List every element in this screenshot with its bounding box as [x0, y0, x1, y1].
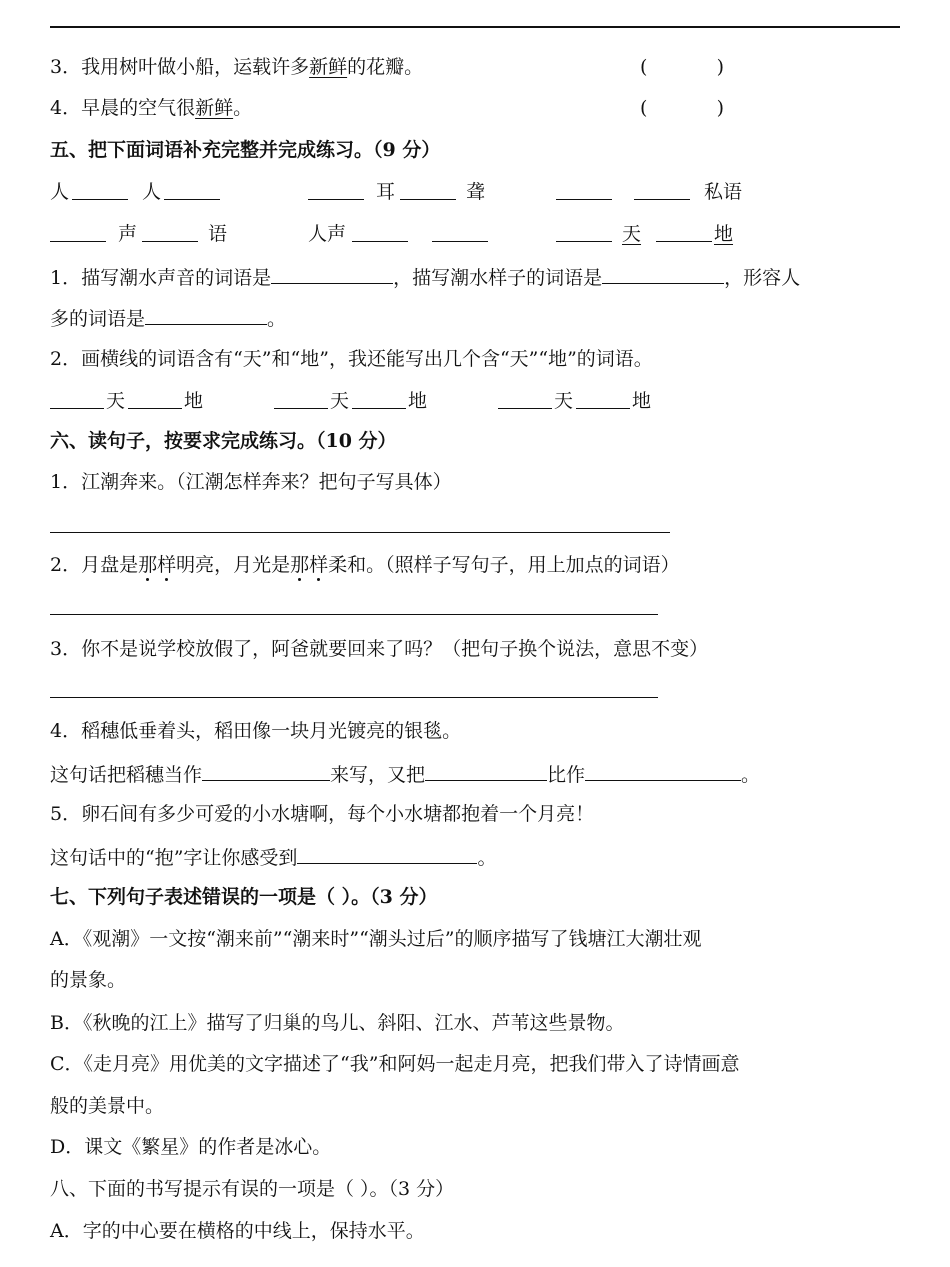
q1-text: 1．描写潮水声音的词语是	[50, 267, 272, 289]
option-a-cont: 的景象。	[50, 969, 127, 991]
section-5-title: 五、把下面词语补充完整并完成练习。（9 分）	[50, 139, 441, 161]
char-long: 聋	[466, 181, 486, 203]
blank[interactable]	[164, 179, 220, 200]
char-yu: 语	[208, 223, 228, 245]
option-a[interactable]: A．《观潮》一文按“潮来前”“潮来时”“潮头过后”的顺序描写了钱塘江大潮壮观	[50, 928, 702, 950]
s5-tiandi-row	[0, 388, 950, 414]
blank[interactable]	[271, 263, 393, 284]
word-siyu: 私语	[704, 181, 743, 203]
answer-line[interactable]	[50, 614, 658, 615]
dotted-char: 那	[138, 554, 158, 576]
q4-text: 这句话把稻穗当作	[50, 764, 203, 786]
blank[interactable]	[202, 760, 330, 781]
blank[interactable]	[556, 179, 612, 200]
q2-text: 柔和。（照样子写句子，用上加点的词语）	[328, 554, 680, 576]
option-c[interactable]: C．《走月亮》用优美的文字描述了“我”和阿妈一起走月亮，把我们带入了诗情画意	[50, 1053, 740, 1075]
section-8-title: 八、下面的书写提示有误的一项是（ ）。（3 分）	[50, 1178, 455, 1200]
s5-question-1-cont	[50, 304, 286, 332]
q4-text-end: 。	[233, 97, 253, 119]
char-di-underlined: 地	[714, 223, 734, 245]
q3-text-end: 的花瓣。	[347, 56, 424, 78]
blank[interactable]	[145, 304, 267, 325]
char-tian: 天	[554, 390, 574, 412]
open-paren: (	[640, 97, 648, 119]
char-tian-underlined: 天	[622, 223, 642, 245]
char-di: 地	[184, 390, 204, 412]
q4-text: 。	[741, 764, 761, 786]
q2-text: 2．月盘是	[50, 554, 139, 576]
blank[interactable]	[50, 388, 104, 409]
s5-question-1	[50, 263, 800, 291]
blank[interactable]	[585, 760, 741, 781]
blank[interactable]	[352, 221, 408, 242]
question-4	[50, 95, 252, 121]
char-ren: 人	[142, 181, 162, 203]
s6-question-5: 5．卵石间有多少可爱的小水塘啊，每个小水塘都抱着一个月亮！	[50, 803, 595, 825]
section-6-title: 六、读句子，按要求完成练习。（10 分）	[50, 430, 397, 452]
dotted-char: 样	[157, 554, 177, 576]
s6-question-1: 1．江潮奔来。（江潮怎样奔来？把句子写具体）	[50, 471, 452, 493]
blank[interactable]	[142, 221, 198, 242]
s6-question-2	[50, 552, 680, 578]
char-sheng: 声	[118, 223, 138, 245]
q4-text: 比作	[547, 764, 586, 786]
q4-text: 来写，又把	[330, 764, 426, 786]
blank[interactable]	[634, 179, 690, 200]
q3-underlined-word: 新鲜	[309, 56, 348, 78]
blank[interactable]	[308, 179, 364, 200]
answer-line[interactable]	[50, 532, 670, 533]
q1-text: 多的词语是	[50, 308, 146, 330]
blank[interactable]	[297, 843, 477, 864]
s8-option-a[interactable]: A．字的中心要在横格的中线上，保持水平。	[50, 1220, 425, 1242]
section-7-title: 七、下列句子表述错误的一项是（ ）。（3 分）	[50, 886, 438, 908]
q4-text: 4．早晨的空气很	[50, 97, 196, 119]
s6-question-5-fill	[50, 843, 496, 871]
s5-word-row-2	[0, 221, 950, 247]
blank[interactable]	[352, 388, 406, 409]
blank[interactable]	[50, 221, 106, 242]
q4-underlined-word: 新鲜	[195, 97, 234, 119]
q2-text: 明亮，月光是	[176, 554, 291, 576]
s6-question-4: 4．稻穗低垂着头，稻田像一块月光镀亮的银毯。	[50, 720, 462, 742]
blank[interactable]	[432, 221, 488, 242]
s5-question-2: 2．画横线的词语含有“天”和“地”，我还能写出几个含“天”“地”的词语。	[50, 348, 653, 370]
option-d[interactable]: D．课文《繁星》的作者是冰心。	[50, 1136, 332, 1158]
blank[interactable]	[274, 388, 328, 409]
blank[interactable]	[400, 179, 456, 200]
blank[interactable]	[576, 388, 630, 409]
blank[interactable]	[602, 263, 724, 284]
dotted-char: 那	[290, 554, 310, 576]
blank[interactable]	[556, 221, 612, 242]
q4-answer-parens[interactable]	[640, 95, 724, 121]
blank[interactable]	[72, 179, 128, 200]
option-c-cont: 般的美景中。	[50, 1095, 165, 1117]
open-paren: (	[640, 56, 648, 78]
answer-line[interactable]	[50, 697, 658, 698]
blank[interactable]	[656, 221, 712, 242]
q1-text: ，描写潮水样子的词语是	[393, 267, 603, 289]
word-rensheng: 人声	[308, 223, 347, 245]
char-di: 地	[408, 390, 428, 412]
option-b[interactable]: B．《秋晚的江上》描写了归巢的鸟儿、斜阳、江水、芦苇这些景物。	[50, 1012, 625, 1034]
dotted-char: 样	[309, 554, 329, 576]
char-er: 耳	[376, 181, 396, 203]
question-3	[50, 54, 423, 80]
blank[interactable]	[128, 388, 182, 409]
close-paren: )	[716, 56, 724, 78]
q3-answer-parens[interactable]	[640, 54, 724, 80]
s6-question-3: 3．你不是说学校放假了，阿爸就要回来了吗？（把句子换个说法，意思不变）	[50, 638, 709, 660]
q1-text: 。	[267, 308, 287, 330]
top-rule	[50, 26, 900, 28]
char-tian: 天	[106, 390, 126, 412]
close-paren: )	[716, 97, 724, 119]
q5-text: 这句话中的“抱”字让你感受到	[50, 847, 298, 869]
blank[interactable]	[425, 760, 547, 781]
s5-word-row-1	[0, 179, 950, 205]
q1-text: ，形容人	[724, 267, 801, 289]
q5-text: 。	[477, 847, 497, 869]
q3-text: 3．我用树叶做小船，运载许多	[50, 56, 310, 78]
blank[interactable]	[498, 388, 552, 409]
s6-question-4-fill	[50, 760, 760, 788]
char-di: 地	[632, 390, 652, 412]
char-ren: 人	[50, 181, 70, 203]
char-tian: 天	[330, 390, 350, 412]
